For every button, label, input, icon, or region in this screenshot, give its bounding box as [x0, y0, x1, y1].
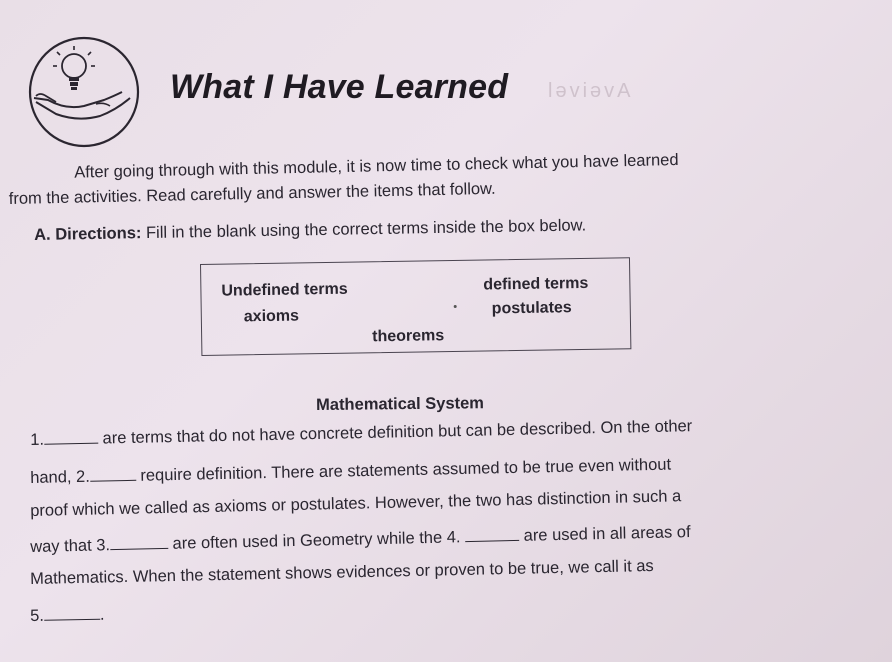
paragraph-line-6: [30, 605, 105, 626]
directions-text: Fill in the blank using the correct terms inside the box below.: [141, 216, 587, 243]
paragraph-line-4: [30, 522, 691, 557]
paragraph-text: require definition. There are statements assumed to be true even without: [135, 455, 672, 485]
intro-paragraph: [8, 145, 809, 212]
term-undefined-terms: Undefined terms: [221, 280, 348, 300]
paragraph-text: are terms that do not have concrete definition but can be described. On the other: [97, 417, 693, 448]
directions: [34, 216, 586, 245]
term-theorems: theorems: [372, 327, 445, 346]
term-box: [200, 257, 631, 356]
paragraph-line-2: [30, 455, 671, 488]
lightbulb-hand-icon: [26, 36, 142, 148]
section-title: Mathematical System: [316, 394, 485, 414]
dot-mark: [454, 305, 457, 308]
blank-4[interactable]: [465, 526, 519, 542]
term-postulates: postulates: [491, 299, 572, 318]
blank-5[interactable]: [44, 605, 100, 621]
blank-1[interactable]: [44, 429, 98, 445]
paragraph-text: .: [99, 605, 105, 624]
intro-line-2: from the activities. Read carefully and answer the items that follow.: [8, 179, 496, 208]
paragraph-line-3: proof which we called as axioms or postulates. However, the two has distinction in such a: [30, 487, 682, 520]
item-3-number: way that 3.: [30, 536, 111, 556]
directions-label: A. Directions:: [34, 224, 142, 244]
bleed-through-text: ləviəvA: [548, 80, 634, 102]
item-1-number: 1.: [30, 430, 45, 449]
term-axioms: axioms: [243, 307, 300, 326]
page-title: What I Have Learned: [170, 68, 509, 106]
blank-2[interactable]: [90, 466, 136, 482]
item-2-number: hand, 2.: [30, 467, 91, 487]
paragraph-text: are often used in Geometry while the 4.: [167, 528, 466, 553]
term-defined-terms: defined terms: [483, 274, 589, 294]
paragraph-text: are used in all areas of: [518, 523, 691, 545]
paragraph-line-1: [30, 416, 692, 450]
blank-3[interactable]: [110, 534, 168, 550]
item-5-number: 5.: [30, 606, 45, 625]
intro-line-1: After going through with this module, it is now time to check what you have learned: [74, 150, 679, 182]
paragraph-line-5: Mathematics. When the statement shows evidences or proven to be true, we call it as: [30, 556, 654, 588]
